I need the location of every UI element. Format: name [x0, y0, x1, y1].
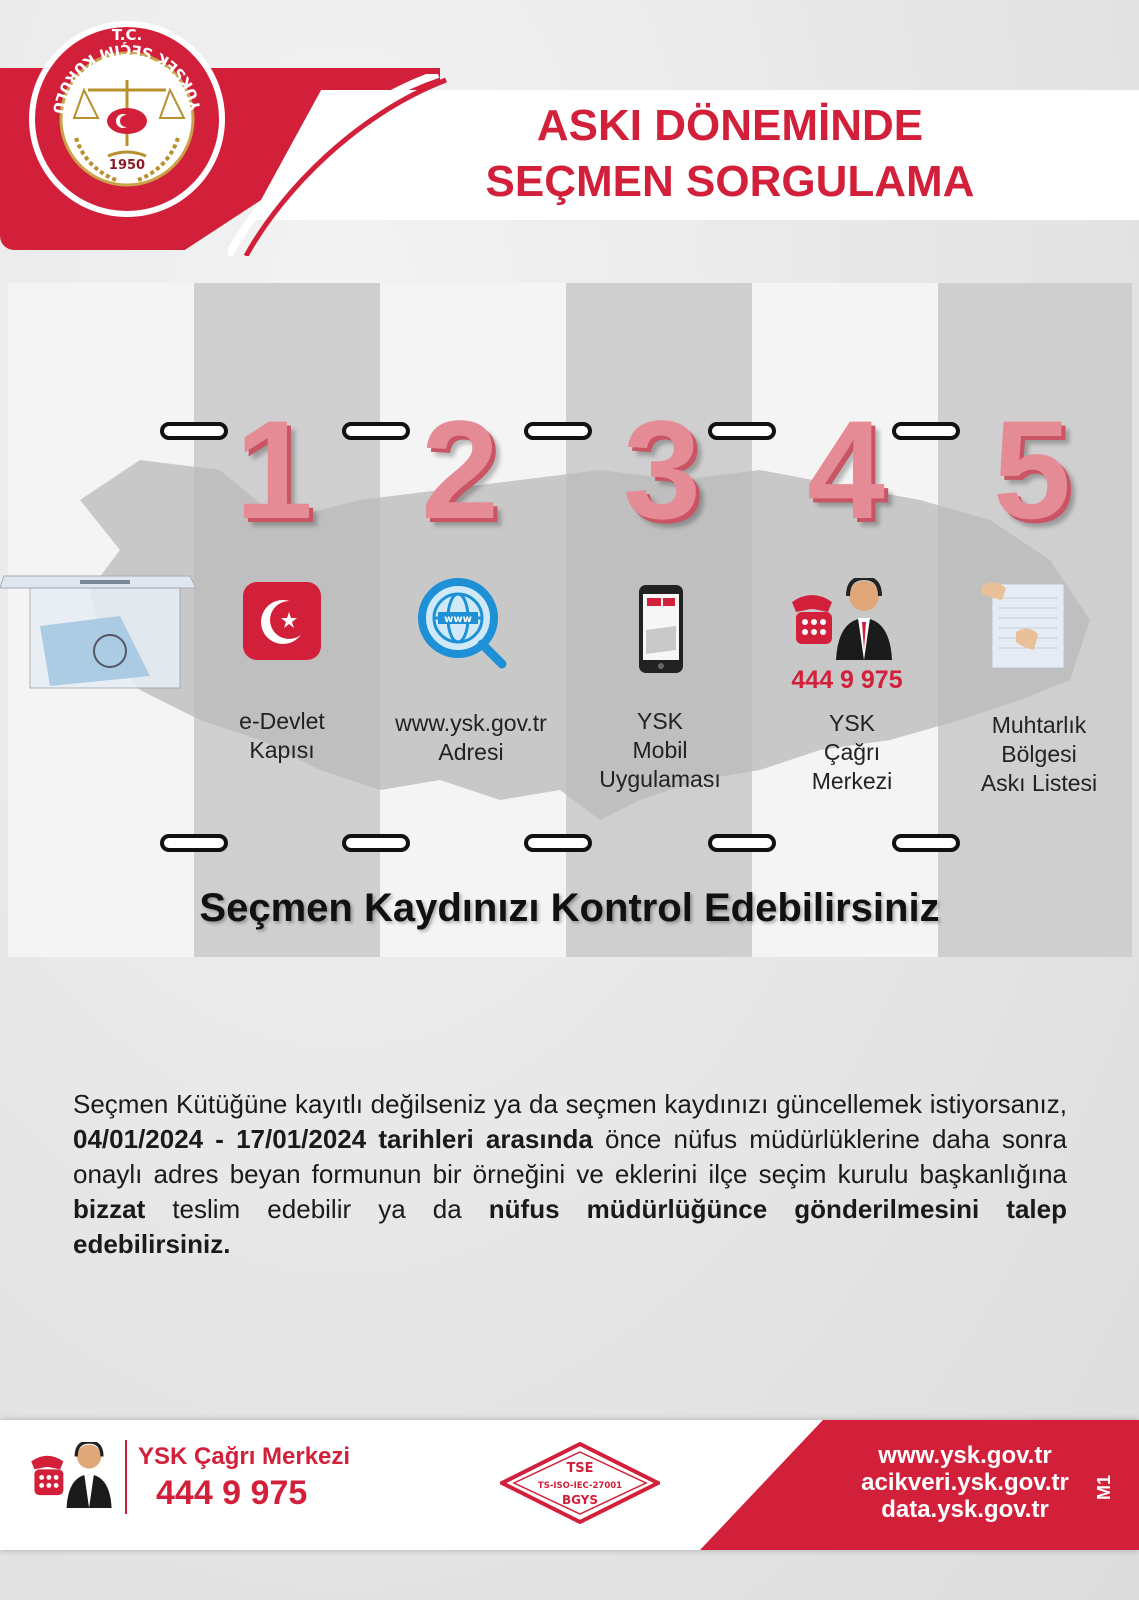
ring-clip	[892, 834, 960, 852]
step-number-4: 4	[807, 391, 885, 548]
ring-clip	[160, 834, 228, 852]
svg-text:www: www	[444, 614, 472, 625]
step-number-5: 5	[993, 391, 1071, 548]
step-number-1: 1	[235, 391, 313, 548]
e-devlet-icon[interactable]	[243, 582, 321, 660]
step-number-2: 2	[421, 391, 499, 548]
footer-call-center-title: YSK Çağrı Merkezi	[138, 1443, 351, 1470]
step-label-1: e-Devlet Kapısı	[239, 708, 325, 763]
page-title-line1: ASKI DÖNEMİNDE	[536, 101, 924, 150]
document-code: M1	[1094, 1474, 1114, 1500]
svg-text:TSE: TSE	[566, 1461, 594, 1476]
step-label-4: YSK Çağrı Merkezi	[811, 710, 893, 794]
ring-clip	[524, 834, 592, 852]
ring-clip	[342, 834, 410, 852]
step-label-5: Muhtarlık Bölgesi Askı Listesi	[980, 712, 1098, 796]
info-paragraph: Seçmen Kütüğüne kayıtlı değilseniz ya da seçmen kaydınızı güncellemek istiyorsanız, 04/01/2024 - 17/01/2024 tarihleri arasında önce nüfus müdürlüklerine daha sonra onaylı adres beyan formunun bir örneğini ve eklerini ilçe seçim kurulu başkanlığına bizzat teslim edebilir ya da nüfus müdürlüğünce gönderilmesini talep edebilirsiniz.	[73, 1089, 1067, 1259]
step-number-3: 3	[623, 391, 701, 548]
footer-call-center-icon	[28, 1442, 118, 1508]
date-range: 04/01/2024 - 17/01/2024 tarihleri arasında	[73, 1124, 593, 1154]
footer-divider	[125, 1440, 127, 1514]
page-title-line2: SEÇMEN SORGULAMA	[485, 157, 975, 206]
ysk-logo	[26, 18, 228, 220]
header-swoosh	[228, 74, 448, 256]
ballot-box-icon	[0, 566, 196, 696]
logo-tc-text: T.C.	[111, 26, 143, 44]
ring-clip	[524, 422, 592, 440]
slogan: Seçmen Kaydınızı Kontrol Edebilirsiniz	[199, 886, 940, 930]
call-center-icon[interactable]	[788, 578, 900, 660]
svg-text:TS-ISO-IEC-27001: TS-ISO-IEC-27001	[537, 1481, 623, 1491]
step-label-3: YSK Mobil Uygulaması	[599, 708, 721, 792]
step-label-2: www.ysk.gov.tr Adresi	[395, 710, 547, 765]
mobile-phone-icon[interactable]	[638, 584, 684, 674]
link-data[interactable]: data.ysk.gov.tr	[881, 1496, 1049, 1523]
tse-certification-badge	[500, 1442, 660, 1524]
hanging-list-icon[interactable]	[982, 578, 1074, 670]
logo-year: 1950	[108, 158, 146, 173]
logo-ring-text: YÜKSEK SEÇİM KURULU	[48, 40, 205, 117]
link-ysk[interactable]: www.ysk.gov.tr	[878, 1442, 1052, 1469]
call-center-phone-number[interactable]: 444 9 975	[791, 666, 903, 694]
ring-clip	[708, 834, 776, 852]
link-acikveri[interactable]: acikveri.ysk.gov.tr	[861, 1469, 1069, 1496]
www-globe-icon[interactable]	[416, 578, 508, 670]
svg-text:BGYS: BGYS	[561, 1493, 599, 1507]
footer-call-center-phone[interactable]: 444 9 975	[156, 1474, 308, 1512]
footer-links	[840, 1442, 1090, 1523]
